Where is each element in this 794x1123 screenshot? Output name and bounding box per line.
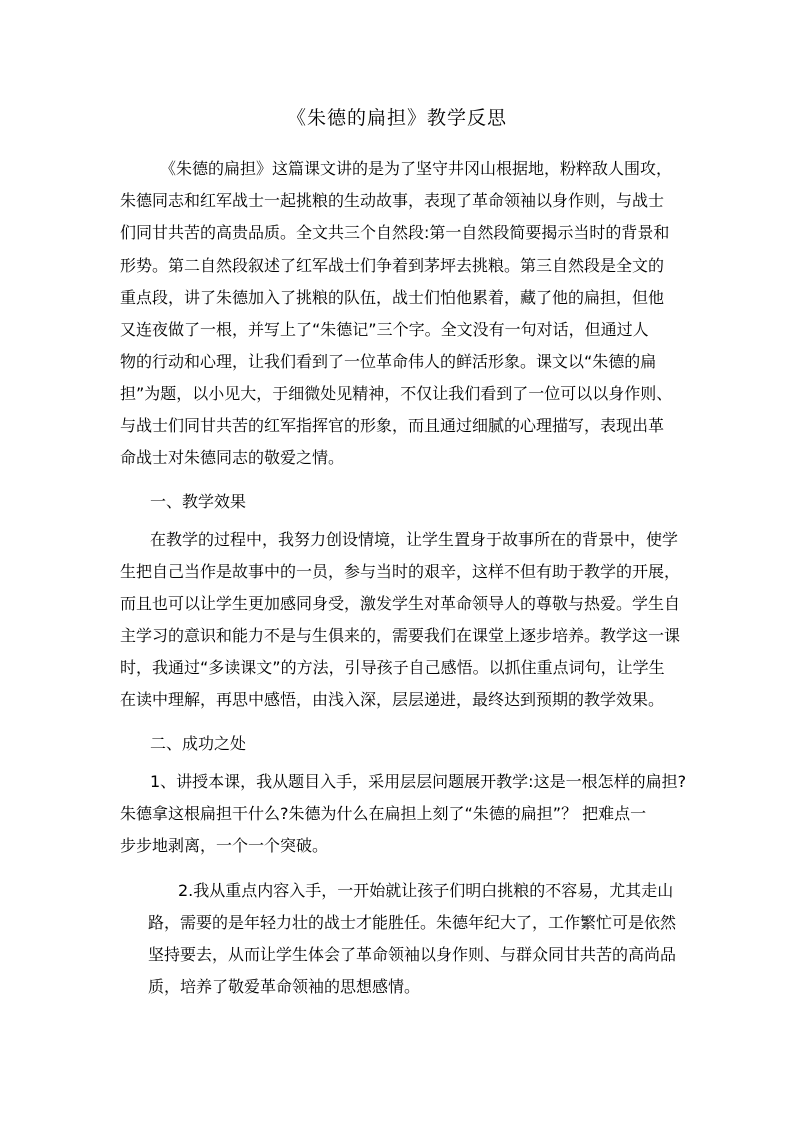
section1-line-2: 生把自己当作是故事中的一员，参与当时的艰辛，这样不但有助于教学的开展， xyxy=(120,562,681,581)
point1-line-3: 步步地剥离，一个一个突破。 xyxy=(120,836,329,855)
intro-line-7: 物的行动和心理，让我们看到了一位革命伟人的鲜活形象。课文以“朱德的扁 xyxy=(120,352,657,371)
point2-line-4: 质，培养了敬爱革命领袖的思想感情。 xyxy=(148,977,421,996)
point2-line-2: 路，需要的是年轻力壮的战士才能胜任。朱德年纪大了，工作繁忙可是依然 xyxy=(148,913,677,932)
intro-line-8: 担”为题，以小见大，于细微处见精神，不仅让我们看到了一位可以以身作则、 xyxy=(120,384,673,403)
section-heading-2: 二、成功之处 xyxy=(150,734,247,753)
point2-line-1: 2.我从重点内容入手，一开始就让孩子们明白挑粮的不容易，尤其走山 xyxy=(178,881,674,900)
document-title: 《朱德的扁担》教学反思 xyxy=(286,107,507,129)
point1-line-1: 1、讲授本课，我从题目入手，采用层层问题展开教学:这是一根怎样的扁担? xyxy=(150,772,687,791)
section1-line-4: 主学习的意识和能力不是与生俱来的，需要我们在课堂上逐步培养。教学这一课 xyxy=(120,626,681,645)
intro-line-10: 命战士对朱德同志的敬爱之情。 xyxy=(120,448,345,467)
intro-line-4: 形势。第二自然段叙述了红军战士们争着到茅坪去挑粮。第三自然段是全文的 xyxy=(120,256,665,275)
point2-line-3: 坚持要去，从而让学生体会了革命领袖以身作则、与群众同甘共苦的高尚品 xyxy=(148,945,677,964)
point1-line-2: 朱德拿这根扁担干什么?朱德为什么在扁担上刻了“朱德的扁担”？ 把难点一 xyxy=(120,804,647,823)
section1-line-3: 而且也可以让学生更加感同身受，激发学生对革命领导人的尊敬与热爱。学生自 xyxy=(120,594,681,613)
intro-line-6: 又连夜做了一根，并写上了“朱德记”三个字。全文没有一句对话，但通过人 xyxy=(120,320,649,339)
section-heading-1: 一、教学效果 xyxy=(150,492,247,511)
section1-line-1: 在教学的过程中，我努力创设情境，让学生置身于故事所在的背景中，使学 xyxy=(150,530,679,549)
intro-line-5: 重点段，讲了朱德加入了挑粮的队伍，战士们怕他累着，藏了他的扁担，但他 xyxy=(120,288,665,307)
section1-line-6: 在读中理解，再思中感悟，由浅入深，层层递进，最终达到预期的教学效果。 xyxy=(120,690,665,709)
intro-line-3: 们同甘共苦的高贵品质。全文共三个自然段:第一自然段简要揭示当时的背景和 xyxy=(120,223,670,242)
section1-line-5: 时，我通过“多读课文”的方法，引导孩子自己感悟。以抓住重点词句，让学生 xyxy=(120,658,665,677)
intro-line-1: 《朱德的扁担》这篇课文讲的是为了坚守井冈山根据地，粉粹敌人围攻， xyxy=(160,159,673,178)
intro-line-2: 朱德同志和红军战士一起挑粮的生动故事，表现了革命领袖以身作则，与战士 xyxy=(120,191,665,210)
intro-line-9: 与战士们同甘共苦的红军指挥官的形象，而且通过细腻的心理描写，表现出革 xyxy=(120,416,665,435)
